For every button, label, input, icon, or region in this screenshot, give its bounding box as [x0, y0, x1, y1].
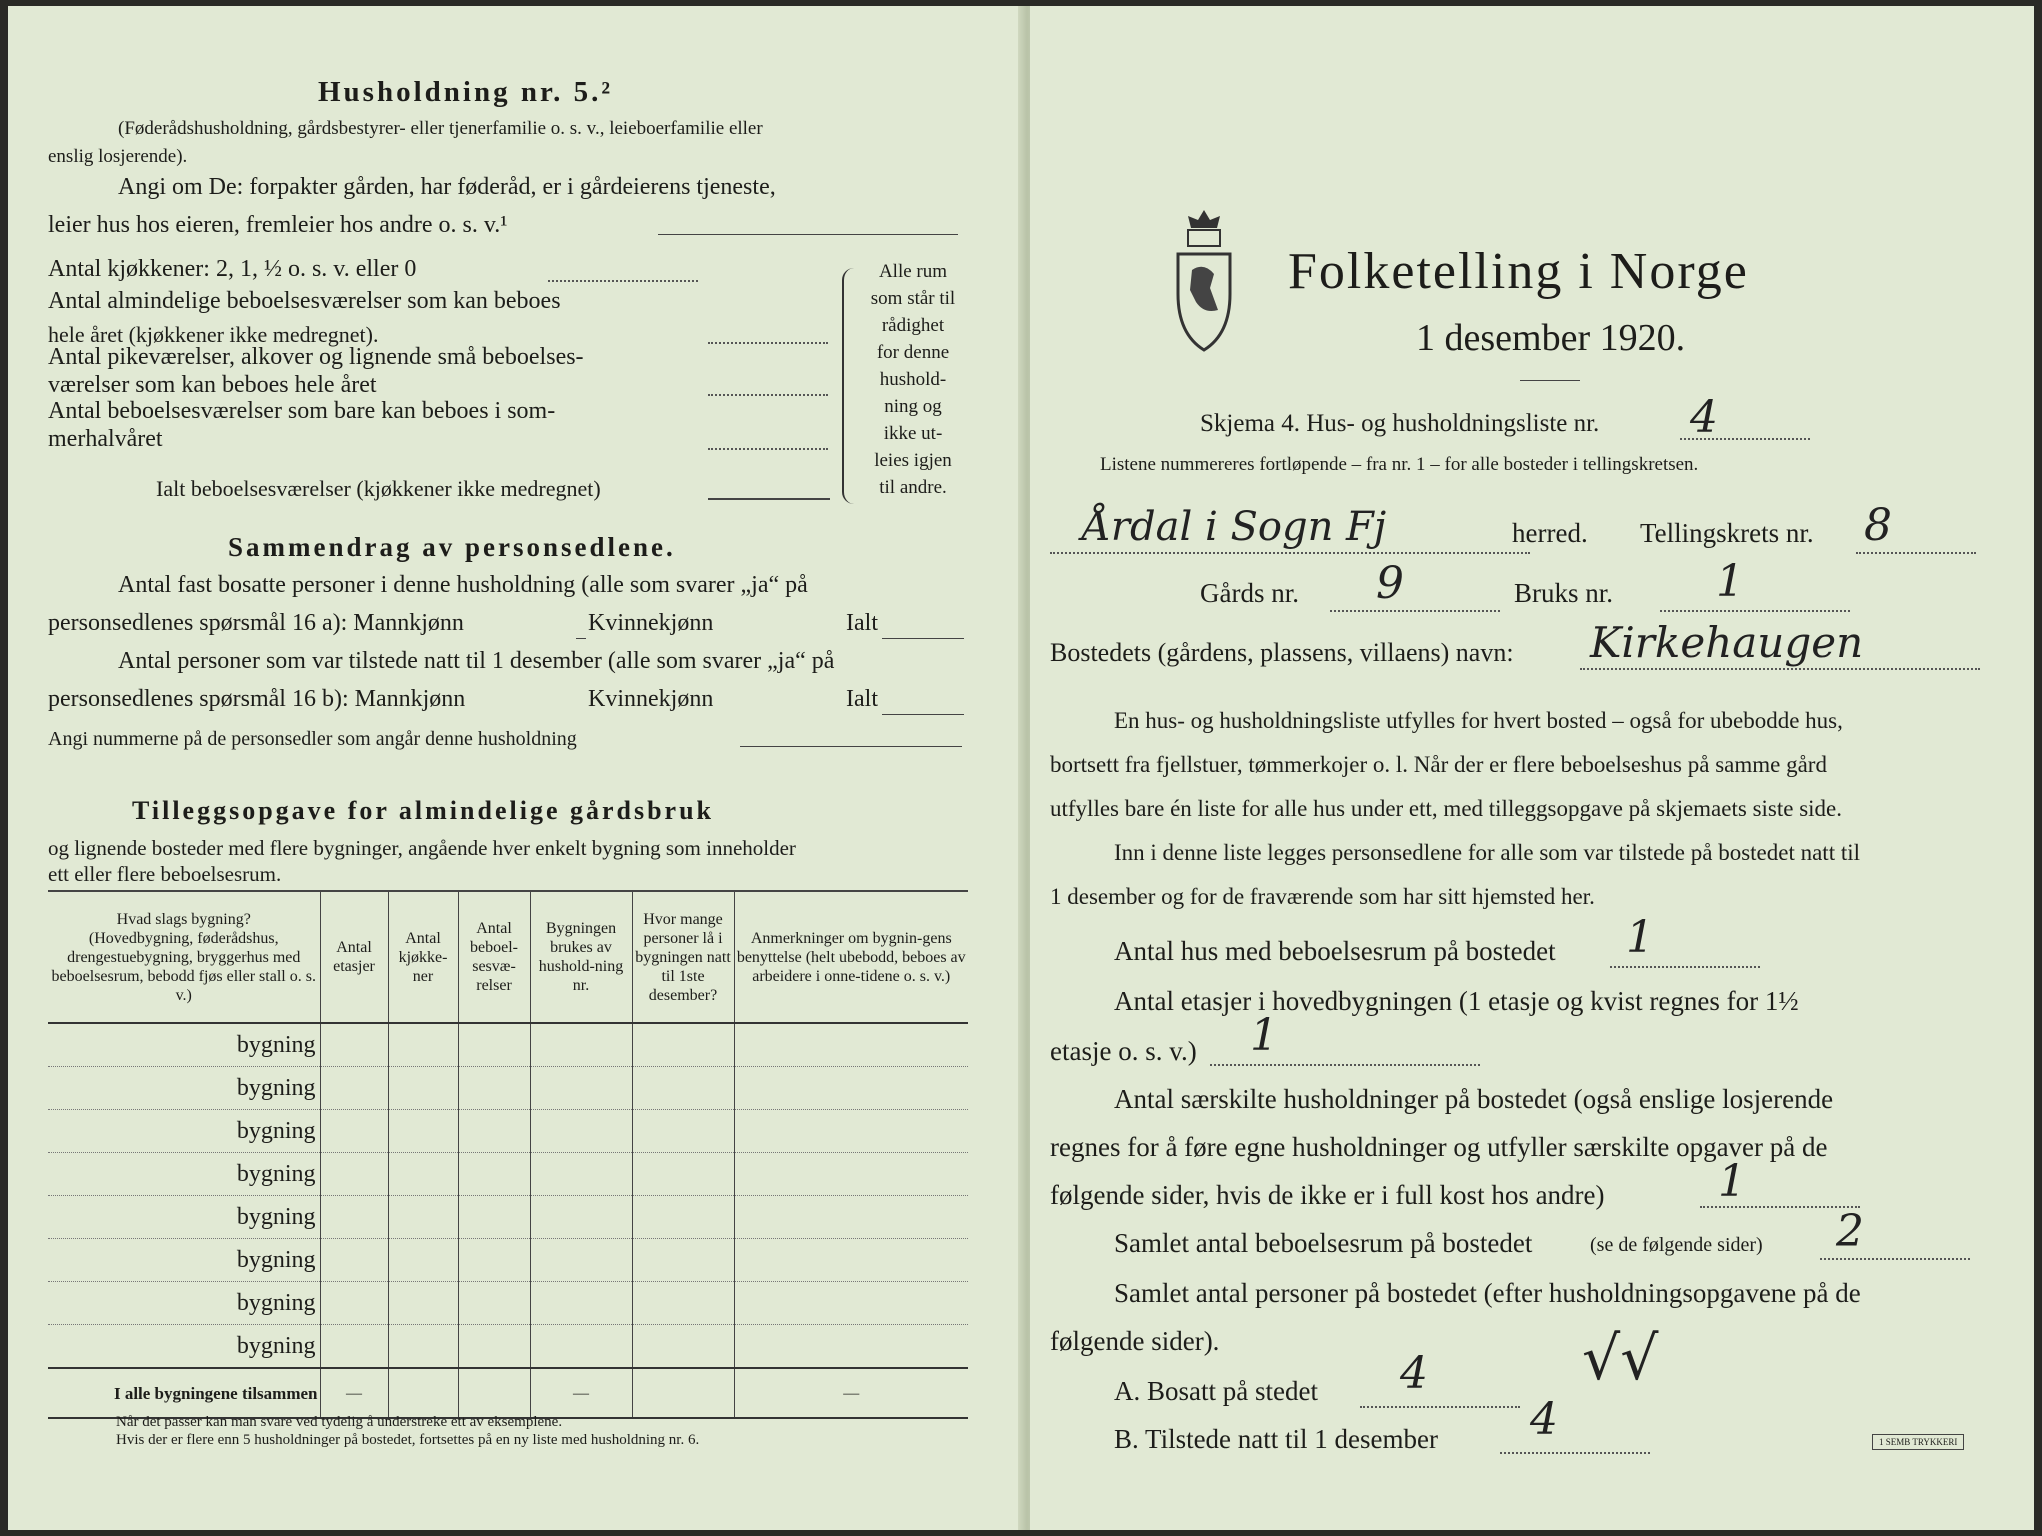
table-cell	[530, 1325, 632, 1369]
table-row	[48, 1239, 968, 1282]
table-cell	[388, 1282, 458, 1325]
table-cell	[734, 1153, 968, 1196]
table-cell	[388, 1023, 458, 1067]
table-cell	[530, 1153, 632, 1196]
table-cell	[530, 1282, 632, 1325]
rooms-maid: Antal pikeværelser, alkover og lignende små beboelses-	[48, 344, 584, 370]
household-title: Husholdning nr. 5.²	[318, 76, 614, 108]
building-label: bygning	[48, 1153, 320, 1196]
q1-label: Antal hus med beboelsesrum på bostedet	[1114, 936, 1556, 966]
krets-value: 8	[1864, 500, 1892, 551]
building-label: bygning	[48, 1325, 320, 1369]
angi-line-1: Angi om De: forpakter gården, har føderåd, er i gårdeierens tjeneste,	[118, 174, 776, 200]
table-cell	[734, 1325, 968, 1369]
summary-line-1: Antal fast bosatte personer i denne husholdning (alle som svarer „ja“ på	[118, 572, 808, 598]
side-note: Alle rum som står til rådighet for denne hushold- ning og ikke ut- leies igjen til andre.	[870, 261, 956, 498]
table-row	[48, 1067, 968, 1110]
table-cell	[458, 1023, 530, 1067]
q5-line-2: følgende sider).	[1050, 1326, 1220, 1356]
footnote-2: Hvis der er flere enn 5 husholdninger på bostedet, fortsettes på en ny liste med husholdning nr. 6.	[116, 1432, 700, 1448]
table-row	[48, 1196, 968, 1239]
census-date: 1 desember 1920.	[1416, 317, 1686, 359]
census-spread	[8, 6, 2034, 1530]
tillegg-text-1: og lignende bosteder med flere bygninger, angående hver enkelt bygning som inneholder	[48, 836, 796, 860]
rooms-ordinary-2: hele året (kjøkkener ikke medregnet).	[48, 322, 379, 347]
q2-value: 1	[1250, 1010, 1278, 1061]
table-cell	[458, 1325, 530, 1369]
table-row	[48, 1282, 968, 1325]
table-cell	[388, 1325, 458, 1369]
building-label: bygning	[48, 1067, 320, 1110]
table-cell	[320, 1282, 388, 1325]
table-cell	[458, 1110, 530, 1153]
table-cell	[632, 1282, 734, 1325]
bruks-value: 1	[1716, 556, 1744, 607]
para-2: bortsett fra fjellstuer, tømmerkojer o. l. Når der er flere beboelseshus på samme gård	[1050, 752, 1827, 777]
table-cell	[734, 1023, 968, 1067]
table-cell	[388, 1153, 458, 1196]
building-table	[48, 892, 968, 1419]
table-cell	[734, 1282, 968, 1325]
summary-title: Sammendrag av personsedlene.	[228, 532, 676, 562]
table-cell	[320, 1325, 388, 1369]
footnote-1: Når det passer kan man svare ved tydelig å understreke ett av eksemplene.	[116, 1414, 563, 1430]
table-cell	[458, 1153, 530, 1196]
table-cell	[632, 1110, 734, 1153]
building-label: bygning	[48, 1239, 320, 1282]
q3-value: 1	[1718, 1156, 1746, 1207]
bruks-label: Bruks nr.	[1514, 578, 1614, 608]
table-cell	[388, 1239, 458, 1282]
table-row	[48, 1325, 968, 1369]
table-cell	[632, 1023, 734, 1067]
building-label: bygning	[48, 1196, 320, 1239]
left-page: Husholdning nr. 5.² (Føderådshusholdning, gårdsbestyrer- eller tjenerfamilie o. s. v., leieboerfamilie eller enslig losjerende). Angi om De: forpakter gården, har føderåd, er i gårdeierens tjeneste, leier hus hos eieren, fremleier hos andre o. s. v.¹ Antal kjøkkener: 2, 1, ½ o. s. v. eller 0 Antal almindelige beboelsesværelser som kan beboes hele året (kjøkkener ikke medregnet). Antal pikeværelser, alkover og lignende små beboelses- værelser som kan beboes hele året Antal beboelsesværelser som bare kan beboes i som- merhalvåret Ialt beboelsesværelser (kjøkkener ikke medregnet) Alle rum som står til rådighet for denne hushold- ning og ikke ut- leies igjen til andre. Sammendrag av personsedlene. Antal fast bosatte personer i denne husholdning (alle som svarer „ja“ på personsedlenes spørsmål 16 a): Mannkjønn Kvinnekjønn Ialt Antal personer som var tilstede natt til 1 desember (alle som svarer „ja“ på personsedlenes spørsmål 16 b): Mannkjønn Kvinnekjønn Ialt Angi nummerne på de personsedler som angår denne husholdning Tilleggsopgave for almindelige gårdsbruk og lignende bosteder med flere bygninger, angående hver enkelt bygning som inneholder ett eller flere beboelsesrum. Hvad slags bygning? (Hovedbygning, føderådshus, drengestuebygning, bryggerhus med beboelsesrum, bebodd fjøs eller stall o. s. v.) Antal etasjer Antal kjøkke-ner Antal beboel-sesvæ-relser Bygningen brukes av hushold-ning nr. Hvor mange personer lå i bygningen natt til 1ste desember? Anmerkninger om bygnin-gens benyttelse (helt ubebodd, beboes av arbeidere i onne-tidene o. s. v.) bygning bygning bygning bygning bygning bygning bygning bygning I alle bygningene tilsammen — — — Når det passer kan man svare ved tydelig å understreke ett av eksemplene. Hvis der er flere enn 5 husholdninger på bostedet, fortsettes på en ny liste med husholdning nr. 6.	[8, 6, 1024, 1530]
rooms-ordinary: Antal almindelige beboelsesværelser som kan beboes	[48, 288, 561, 314]
table-cell	[458, 1282, 530, 1325]
para-3: utfylles bare én liste for alle hus under ett, med tilleggsopgave på skjemaets siste side.	[1050, 796, 1843, 821]
table-cell	[530, 1239, 632, 1282]
rooms-summer: Antal beboelsesværelser som bare kan beboes i som-	[48, 398, 556, 424]
bosted-value: Kirkehaugen	[1590, 618, 1864, 667]
header-building-type: Hvad slags bygning? (Hovedbygning, føderådshus, drengestuebygning, bryggerhus med beboelsesrum, bebodd fjøs eller stall o. s. v.)	[48, 892, 320, 1023]
gards-label: Gårds nr.	[1200, 578, 1299, 608]
table-row	[48, 1110, 968, 1153]
gards-value: 9	[1376, 558, 1404, 609]
table-cell	[632, 1067, 734, 1110]
table-cell	[320, 1110, 388, 1153]
q1-value: 1	[1626, 912, 1654, 963]
tillegg-title: Tilleggsopgave for almindelige gårdsbruk	[132, 796, 715, 825]
table-cell	[458, 1196, 530, 1239]
table-cell	[530, 1067, 632, 1110]
qb-value: 4	[1530, 1394, 1558, 1445]
right-page: Folketelling i Norge 1 desember 1920. Skjema 4. Hus- og husholdningsliste nr. 4 Listene nummereres fortløpende – fra nr. 1 – for alle bosteder i tellingskretsen. Årdal i Sogn Fj herred. Tellingskrets nr. 8 Gårds nr. 9 Bruks nr. 1 Bostedets (gårdens, plassens, villaens) navn: Kirkehaugen En hus- og husholdningsliste utfylles for hvert bosted – også for ubebodde hus, bortsett fra fjellstuer, tømmerkojer o. l. Når der er flere beboelseshus på samme gård utfylles bare én liste for alle hus under ett, med tilleggsopgave på skjemaets siste side. Inn i denne liste legges personsedlene for alle som var tilstede på bostedet natt til 1 desember og for de fraværende som har sitt hjemsted her. Antal hus med beboelsesrum på bostedet 1 Antal etasjer i hovedbygningen (1 etasje og kvist regnes for 1½ etasje o. s. v.) 1 Antal særskilte husholdninger på bostedet (også enslige losjerende regnes for å føre egne husholdninger og utfyller særskilte opgaver på de følgende sider, hvis de ikke er i full kost hos andre) 1 Samlet antal beboelsesrum på bostedet (se de følgende sider) 2 Samlet antal personer på bostedet (efter husholdningsopgavene på de følgende sider). A. Bosatt på stedet 4 √√ B. Tilstede natt til 1 desember 4 1 SEMB TRYKKERI	[1030, 6, 2034, 1530]
table-total-row: I alle bygningene tilsammen — — —	[48, 1368, 968, 1418]
angi-line-2: leier hus hos eieren, fremleier hos andre o. s. v.¹	[48, 212, 508, 238]
table-cell	[632, 1153, 734, 1196]
table-cell	[320, 1067, 388, 1110]
rooms-summer-2: merhalvåret	[48, 426, 163, 452]
table-cell	[734, 1196, 968, 1239]
intro-line-1: (Føderådshusholdning, gårdsbestyrer- eller tjenerfamilie o. s. v., leieboerfamilie eller	[118, 118, 763, 139]
bosted-label: Bostedets (gårdens, plassens, villaens) navn:	[1050, 638, 1514, 667]
q5-line-1: Samlet antal personer på bostedet (efter husholdningsopgavene på de	[1114, 1278, 1861, 1308]
table-cell	[320, 1153, 388, 1196]
table-cell	[632, 1325, 734, 1369]
summary-line-5: Angi nummerne på de personsedler som angår denne husholdning	[48, 728, 577, 750]
table-cell	[388, 1067, 458, 1110]
table-cell	[458, 1067, 530, 1110]
q4-value: 2	[1836, 1206, 1864, 1257]
table-cell	[734, 1110, 968, 1153]
skjema-label: Skjema 4. Hus- og husholdningsliste nr.	[1200, 410, 1600, 437]
q3-line-3: følgende sider, hvis de ikke er i full kost hos andre)	[1050, 1180, 1605, 1210]
summary-line-2: personsedlenes spørsmål 16 a): Mannkjønn	[48, 610, 464, 636]
herred-value: Årdal i Sogn Fj	[1082, 504, 1387, 550]
q4-label: Samlet antal beboelsesrum på bostedet	[1114, 1228, 1533, 1258]
building-label: bygning	[48, 1023, 320, 1067]
qa-value: 4	[1400, 1348, 1428, 1399]
table-cell	[320, 1239, 388, 1282]
table-cell	[530, 1023, 632, 1067]
table-cell	[320, 1196, 388, 1239]
qb-label: B. Tilstede natt til 1 desember	[1114, 1424, 1438, 1454]
table-cell	[632, 1196, 734, 1239]
table-cell	[530, 1196, 632, 1239]
table-cell	[734, 1067, 968, 1110]
summary-line-3: Antal personer som var tilstede natt til 1 desember (alle som svarer „ja“ på	[118, 648, 835, 674]
para-1: En hus- og husholdningsliste utfylles for hvert bosted – også for ubebodde hus,	[1114, 708, 1843, 733]
para-4: Inn i denne liste legges personsedlene for alle som var tilstede på bostedet natt til	[1114, 840, 1861, 865]
tillegg-text-2: ett eller flere beboelsesrum.	[48, 862, 282, 886]
summary-line-4: personsedlenes spørsmål 16 b): Mannkjønn	[48, 686, 466, 712]
krets-label: Tellingskrets nr.	[1640, 518, 1814, 548]
table-header: Hvad slags bygning? (Hovedbygning, føderådshus, drengestuebygning, bryggerhus med beboelsesrum, bebodd fjøs eller stall o. s. v.) Antal etasjer Antal kjøkke-ner Antal beboel-sesvæ-relser Bygningen brukes av hushold-ning nr. Hvor mange personer lå i bygningen natt til 1ste desember? Anmerkninger om bygnin-gens benyttelse (helt ubebodd, beboes av arbeidere i onne-tidene o. s. v.)	[48, 892, 968, 1023]
q2-line-2: etasje o. s. v.)	[1050, 1036, 1197, 1066]
q3-line-2: regnes for å føre egne husholdninger og utfyller særskilte opgaver på de	[1050, 1132, 1828, 1162]
rooms-kitchens: Antal kjøkkener: 2, 1, ½ o. s. v. eller 0	[48, 256, 417, 282]
table-cell	[388, 1196, 458, 1239]
rooms-maid-2: værelser som kan beboes hele året	[48, 372, 377, 398]
q2-line-1: Antal etasjer i hovedbygningen (1 etasje og kvist regnes for 1½	[1114, 986, 1799, 1016]
building-label: bygning	[48, 1282, 320, 1325]
table-cell	[734, 1239, 968, 1282]
table-cell	[530, 1110, 632, 1153]
table-row	[48, 1153, 968, 1196]
check-marks: √√	[1582, 1324, 1659, 1394]
table-cell	[458, 1239, 530, 1282]
qa-label: A. Bosatt på stedet	[1114, 1376, 1318, 1406]
q3-line-1: Antal særskilte husholdninger på bostedet (også enslige losjerende	[1114, 1084, 1834, 1114]
coat-of-arms-icon	[1168, 206, 1240, 356]
skjema-value: 4	[1690, 392, 1718, 443]
census-title: Folketelling i Norge	[1288, 243, 1749, 300]
table-row	[48, 1023, 968, 1067]
listene-note: Listene nummereres fortløpende – fra nr. 1 – for alle bosteder i tellingskretsen.	[1100, 454, 1699, 475]
table-cell	[320, 1023, 388, 1067]
rooms-total: Ialt beboelsesværelser (kjøkkener ikke medregnet)	[156, 476, 601, 501]
building-label: bygning	[48, 1110, 320, 1153]
table-cell	[632, 1239, 734, 1282]
herred-label: herred.	[1512, 518, 1588, 548]
para-5: 1 desember og for de fraværende som har sitt hjemsted her.	[1050, 884, 1595, 909]
intro-line-2: enslig losjerende).	[48, 146, 188, 167]
table-cell	[388, 1110, 458, 1153]
printer-stamp: 1 SEMB TRYKKERI	[1872, 1434, 1964, 1450]
